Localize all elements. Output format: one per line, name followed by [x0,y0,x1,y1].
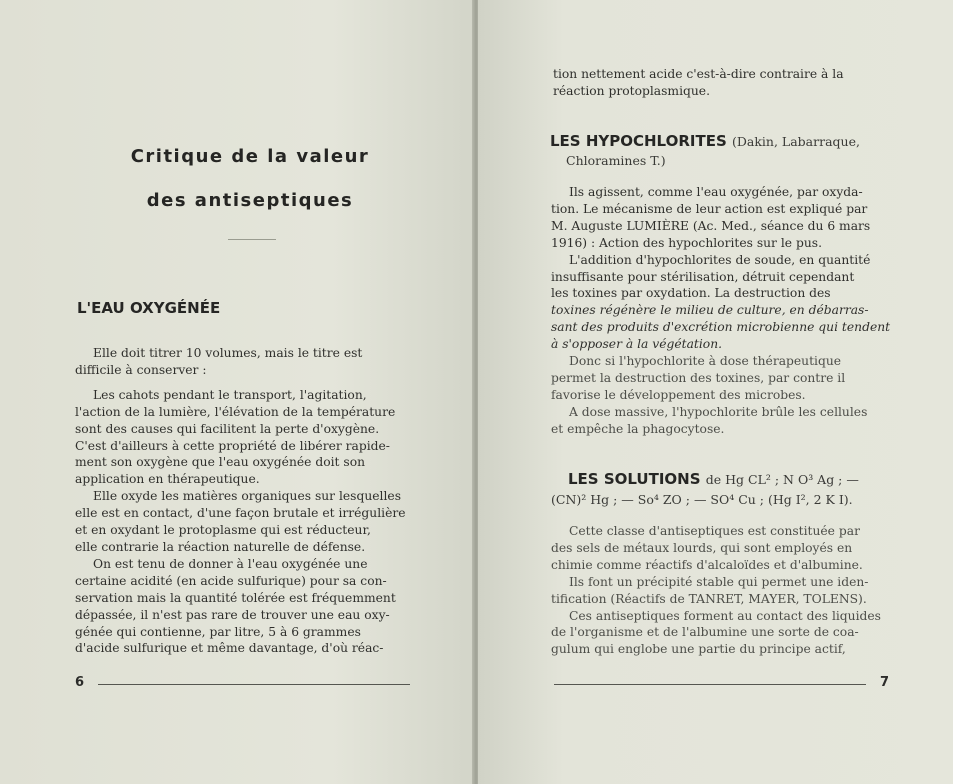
text-line: les toxines par oxydation. La destruction des [551,286,831,301]
text-line: Donc si l'hypochlorite à dose thérapeutique [569,354,842,369]
text-line: l'action de la lumière, l'élévation de la température [75,404,396,419]
section-heading-hypochlorites [550,132,860,150]
text-line: chimie comme réactifs d'alcaloïdes et d'albumine. [551,557,863,572]
section-heading-eau-oxygenee: L'EAU OXYGÉNÉE [77,299,221,317]
text-line: et en oxydant le protoplasme qui est réducteur, [75,523,371,538]
text-line: des sels de métaux lourds, qui sont employés en [551,540,853,555]
text-line: gulum qui englobe une partie du principe actif, [551,642,846,657]
solutions-formula-line-2: (CN)² Hg ; — So⁴ ZO ; — SO⁴ Cu ; (Hg I², 2 K I). [551,492,853,507]
text-line: 1916) : Action des hypochlorites sur le pus. [551,235,822,250]
text-line: M. Auguste LUMIÈRE (Ac. Med., séance du 6 mars [551,218,871,233]
text-line: tification (Réactifs de TANRET, MAYER, TOLENS). [551,591,867,606]
text-line: elle est en contact, d'une façon brutale et irrégulière [75,506,406,521]
text-line: tion. Le mécanisme de leur action est expliqué par [551,201,868,216]
text-line: Cette classe d'antiseptiques est constituée par [569,524,860,538]
text-line: et empêche la phagocytose. [551,421,725,436]
hypochlorites-text [551,184,891,438]
title-divider [228,239,276,240]
text-line: de l'organisme et de l'albumine une sorte de coa- [551,625,859,640]
page-number-left: 6 [75,675,85,690]
section-heading-solutions [568,470,859,488]
text-line: toxines régénère le milieu de culture, en débarras- [551,303,869,318]
text-line: sant des produits d'excrétion microbienne qui tendent [551,320,891,335]
text-line: permet la destruction des toxines, par contre il [551,370,846,385]
text-line: ment son oxygène que l'eau oxygénée doit son [75,455,366,470]
right-page [478,0,953,784]
continuation-text [553,66,893,100]
text-line: C'est d'ailleurs à cette propriété de libérer rapide- [75,438,390,453]
text-line: application en thérapeutique. [75,472,260,487]
text-line: Ils agissent, comme l'eau oxygénée, par oxyda- [569,185,863,199]
text-line: réaction protoplasmique. [553,83,710,98]
solutions-text [551,523,891,658]
text-line: Les cahots pendant le transport, l'agitation, [93,387,367,402]
text-line: dépassée, il n'est pas rare de trouver une eau oxy- [75,607,390,622]
text-line: elle contrarie la réaction naturelle de défense. [75,539,366,554]
text-line: Elle doit titrer 10 volumes, mais le titre est [93,346,363,360]
text-line: L'addition d'hypochlorites de soude, en quantité [569,252,871,267]
text-line: On est tenu de donner à l'eau oxygénée une [93,556,368,571]
solutions-title: LES SOLUTIONS [568,470,701,488]
footer-rule-right [554,684,866,685]
text-line: certaine acidité (en acide sulfurique) pour sa con- [75,573,387,588]
page-title-line-1: Critique de la valeur [130,146,370,167]
hypochlorites-subtitle-line-2: Chloramines T.) [566,153,666,168]
left-page [0,0,474,784]
text-line: servation mais la quantité tolérée est fréquemment [75,590,396,605]
eau-oxygenee-text [75,345,409,657]
text-line: Elle oxyde les matières organiques sur lesquelles [93,489,402,504]
hypochlorites-title: LES HYPOCHLORITES [550,132,727,150]
page-number-right: 7 [880,675,890,690]
text-line: difficile à conserver : [75,362,207,377]
text-line: Ils font un précipité stable qui permet une iden- [569,574,869,589]
text-line: A dose massive, l'hypochlorite brûle les cellules [569,404,868,419]
hypochlorites-subtitle: (Dakin, Labarraque, [731,134,860,149]
page-title-line-2: des antiseptiques [146,190,354,211]
solutions-formula-1: de Hg CL² ; N O³ Ag ; — [705,472,859,487]
text-line: favorise le développement des microbes. [551,387,806,402]
text-line: sont des causes qui facilitent la perte d'oxygène. [75,421,380,436]
footer-rule-left [98,684,410,685]
text-line: tion nettement acide c'est-à-dire contraire à la [553,67,844,81]
text-line: Ces antiseptiques forment au contact des liquides [569,608,881,623]
text-line: génée qui contienne, par litre, 5 à 6 grammes [75,624,361,639]
text-line: d'acide sulfurique et même davantage, d'où réac- [75,641,384,656]
text-line: à s'opposer à la végétation. [551,337,723,352]
text-line: insuffisante pour stérilisation, détruit cependant [551,269,855,284]
